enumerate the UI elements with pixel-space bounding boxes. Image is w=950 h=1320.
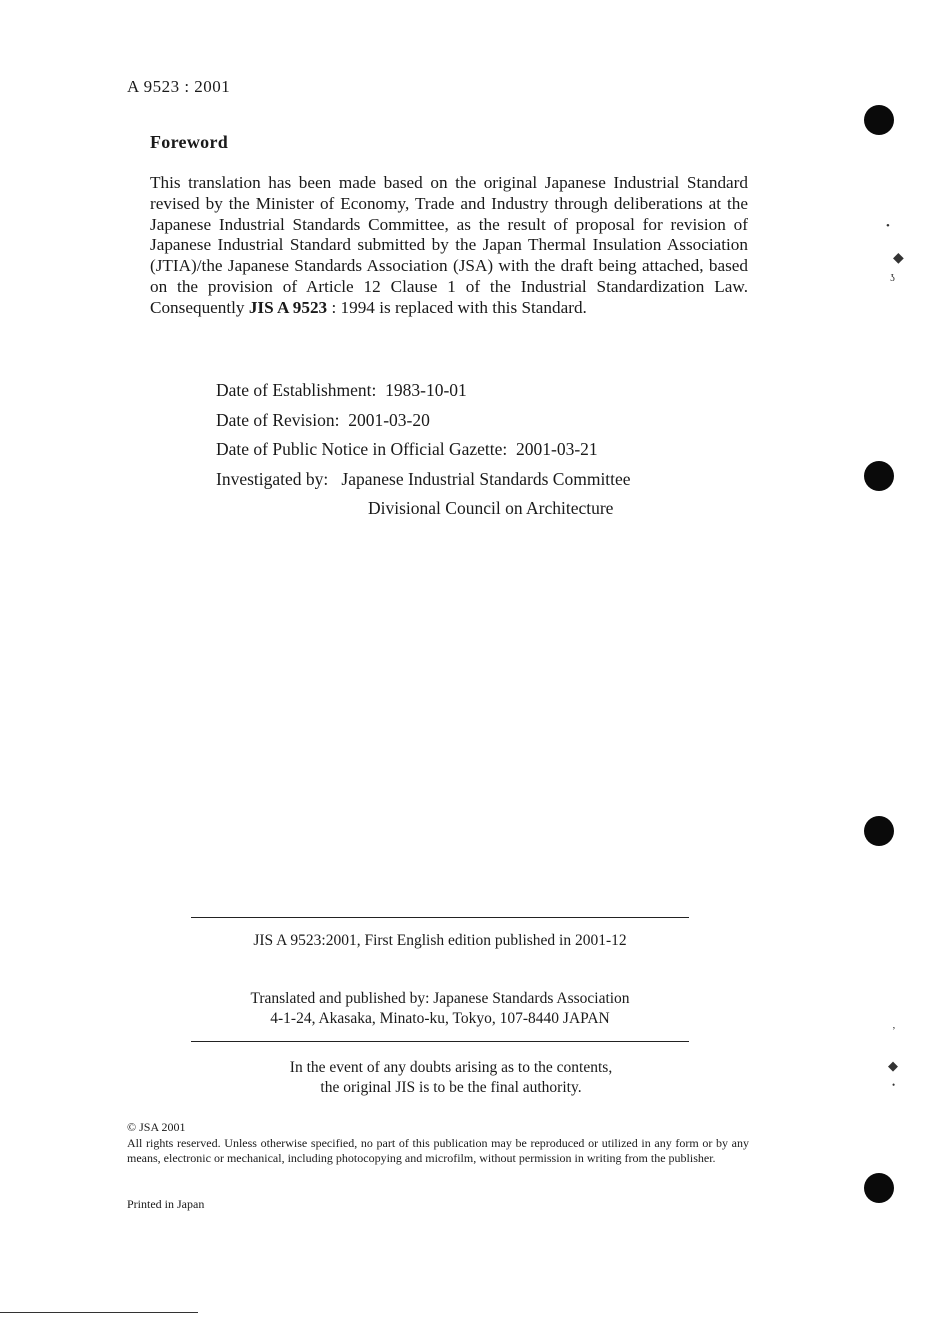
punch-hole [864,461,894,491]
revision-value: 2001-03-20 [348,409,430,430]
notice-row [216,435,631,465]
rights-statement: All rights reserved. Unless otherwise specified, no part of this publication may be reproduced or utilized in any form or by any means, electronic or mechanical, including photocopying and microfilm, without permission in writing from the publisher. [127,1136,749,1166]
authority-line-1: In the event of any doubts arising as to the contents, [289,1059,613,1076]
investigated-row [216,465,631,495]
revision-label: Date of Revision: [216,409,340,430]
notice-label: Date of Public Notice in Official Gazette: [216,439,508,459]
bottom-divider [191,1041,689,1042]
investigated-council: Divisional Council on Architecture [368,498,614,518]
scan-speck: • [886,220,890,232]
foreword-text-end: : 1994 is replaced with this Standard. [327,297,587,317]
top-divider [191,917,689,918]
scan-speck: ʼ [892,1025,896,1037]
foreword-paragraph [150,173,748,319]
investigated-row-2 [216,494,631,524]
authority-block [202,1058,700,1098]
revision-row [216,406,631,436]
punch-hole [864,1173,894,1203]
foreword-heading: Foreword [150,132,229,152]
notice-value: 2001-03-21 [516,439,598,459]
publisher-line: Translated and published by: Japanese Standards Association [250,990,630,1007]
foreword-text: This translation has been made based on the original Japanese Industrial Standard revised by the Minister of Economy, Trade and Industry through deliberations at the Japanese Industrial Standards Committee, as the result of proposal for revision of Japanese Industrial Standard submitted by the Japan Thermal Insulation Association (JTIA)/the Japanese Standards Association (JSA) with the draft being attached, based on the provision of Article 12 Clause 1 of the Industrial Standardization Law. Consequently [150,173,748,317]
copyright-notice: © JSA 2001 [127,1120,186,1134]
punch-hole [864,105,894,135]
investigated-committee: Japanese Industrial Standards Committee [341,468,631,489]
establishment-row [216,376,631,406]
punch-hole [864,816,894,846]
foreword-standard-ref: JIS A 9523 [248,297,328,317]
establishment-label: Date of Establishment: [216,380,377,400]
scan-speck: ◆ [888,1058,898,1073]
printed-in: Printed in Japan [127,1197,205,1211]
scan-speck: ◆ [893,251,904,266]
dates-block [216,376,631,524]
authority-line-2: the original JIS is to be the final authority. [320,1079,582,1096]
page-edge-line [0,1312,198,1313]
scan-speck: ʖ [890,272,895,284]
establishment-value: 1983-10-01 [385,380,467,400]
document-code: A 9523 : 2001 [127,77,231,96]
scan-speck: • [892,1080,896,1090]
publisher-block [191,989,689,1029]
investigated-label: Investigated by: [216,468,329,489]
edition-line: JIS A 9523:2001, First English edition published in 2001-12 [253,932,627,949]
publisher-address: 4-1-24, Akasaka, Minato-ku, Tokyo, 107-8440 JAPAN [270,1010,610,1027]
